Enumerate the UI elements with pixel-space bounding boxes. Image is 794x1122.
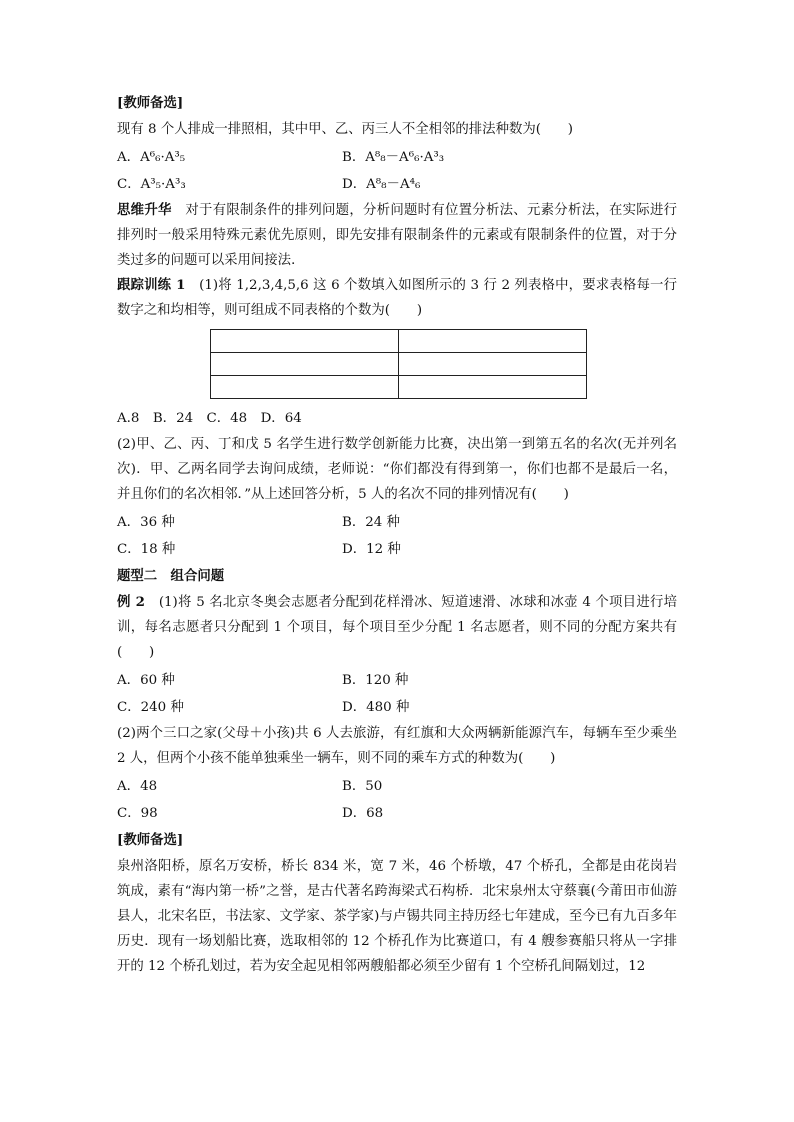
option-row [117, 171, 677, 198]
training-label: 跟踪训练 1 [117, 277, 186, 293]
option-row [117, 144, 677, 171]
thinking-paragraph [117, 198, 677, 273]
option-d: D．A⁸₈－A⁴₆ [342, 177, 421, 192]
table-cell [211, 330, 399, 353]
option-row [117, 536, 677, 563]
teacher-label: [教师备选] [117, 95, 184, 111]
table-cell [211, 376, 399, 399]
thinking-label: 思维升华 [117, 202, 172, 218]
example-question-1: 例 2 (1)将 5 名北京冬奥会志愿者分配到花样滑冰、短道速滑、冰球和冰壶 4 个项目进行培训，每名志愿者只分配到 1 个项目，每个项目至少分配 1 名志愿者，则不同的分配方案共有( ) [117, 594, 678, 660]
option-c: C．240 种 [117, 700, 184, 715]
option-a: A．48 [117, 779, 158, 794]
option-row [117, 694, 677, 721]
option-d: D．12 种 [342, 542, 401, 557]
option-a: A．60 种 [117, 673, 175, 688]
option-row [117, 800, 677, 827]
section-title: 题型二 组合问题 [117, 568, 225, 584]
option-c: C．18 种 [117, 542, 176, 557]
table-cell [399, 376, 587, 399]
document-page [117, 90, 677, 979]
table-cell [399, 353, 587, 376]
teacher-label: [教师备选] [117, 832, 184, 848]
option-a: A．A⁶₆·A³₅ [117, 150, 186, 165]
example-label: 例 2 [117, 594, 145, 610]
question-text: 现有 8 个人排成一排照相，其中甲、乙、丙三人不全相邻的排法种数为( ) [117, 122, 573, 137]
table-cell [211, 353, 399, 376]
option-b: B．A⁸₈－A⁶₆·A³₃ [342, 150, 445, 165]
option-a: A．36 种 [117, 515, 175, 530]
bridge-paragraph: 泉州洛阳桥，原名万安桥，桥长 834 米，宽 7 米，46 个桥墩，47 个桥孔，全都是由花岗岩筑成，素有“海内第一桥”之誉，是古代著名跨海梁式石构桥．北宋泉州太守蔡襄(今莆田市仙游县人，北宋名臣，书法家、文学家、茶学家)与卢锡共同主持历经七年建成，至今已有九百多年历史．现有一场划船比赛，选取相邻的 12 个桥孔作为比赛道口，有 4 艘参赛船只将从一字排开的 12 个桥孔划过，若为安全起见相邻两艘船都必须至少留有 1 个空桥孔间隔划过，12 [117, 859, 677, 974]
thinking-text: 对于有限制条件的排列问题，分析问题时有位置分析法、元素分析法，在实际进行排列时一般采用特殊元素优先原则，即先安排有限制条件的元素或有限制条件的位置，对于分类过多的问题可以采用间接法． [117, 203, 678, 268]
option-d: D．68 [342, 806, 384, 821]
training-q1-options: A.8 B．24 C．48 D．64 [117, 411, 302, 426]
table-cell [399, 330, 587, 353]
example-question-2: (2)两个三口之家(父母＋小孩)共 6 人去旅游，有红旗和大众两辆新能源汽车，每辆车至少乘坐 2 人，但两个小孩不能单独乘坐一辆车，则不同的乘车方式的种数为( ) [117, 726, 677, 766]
training-question-1: 跟踪训练 1 (1)将 1,2,3,4,5,6 这 6 个数填入如图所示的 3 行 2 列表格中，要求表格每一行数字之和均相等，则可组成不同表格的个数为( ) [117, 277, 677, 318]
option-c: C．A³₅·A³₃ [117, 177, 186, 192]
option-row [117, 773, 677, 800]
option-row [117, 667, 677, 694]
option-b: B．120 种 [342, 673, 409, 688]
option-row [117, 509, 677, 536]
option-c: C．98 [117, 806, 158, 821]
training-question-2: (2)甲、乙、丙、丁和戊 5 名学生进行数学创新能力比赛，决出第一到第五名的名次(无并列名次)．甲、乙两名同学去询问成绩，老师说：“你们都没有得到第一，你们也都不是最后一名，并且你们的名次相邻．”从上述回答分析，5 人的名次不同的排列情况有( ) [117, 437, 677, 502]
fill-in-table [210, 329, 587, 399]
option-d: D．480 种 [342, 700, 410, 715]
option-b: B．24 种 [342, 515, 400, 530]
option-b: B．50 [342, 779, 383, 794]
